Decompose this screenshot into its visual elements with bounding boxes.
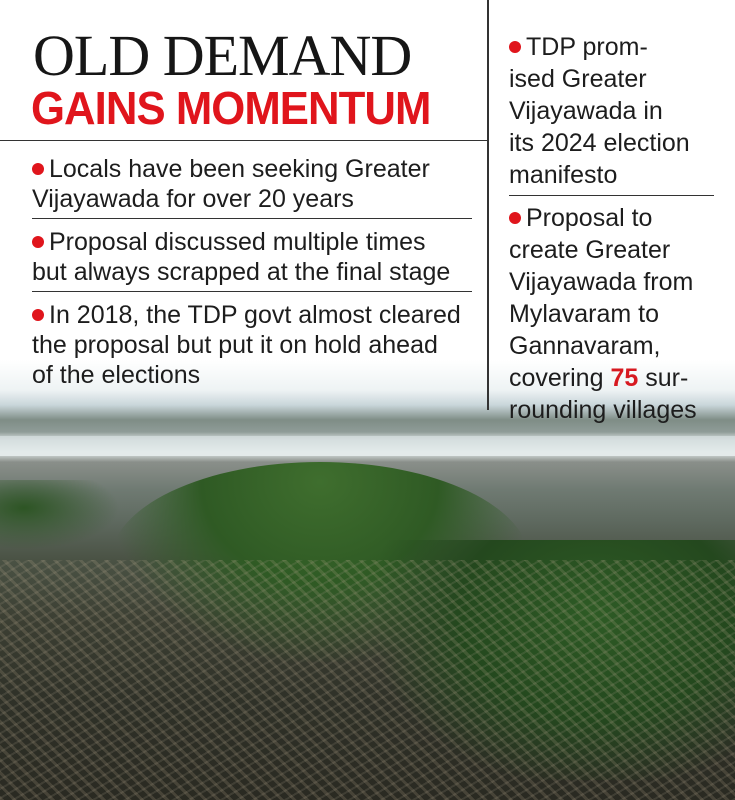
- bullet-dot-icon: [509, 41, 521, 53]
- bullet-dot-icon: [509, 212, 521, 224]
- bullet-text: its 2024 election: [509, 129, 690, 157]
- bullet-item: [509, 29, 714, 196]
- city-buildings: [0, 560, 735, 800]
- bullet-item: [32, 225, 472, 292]
- village-count: 75: [610, 364, 639, 392]
- bullet-item: [509, 200, 714, 430]
- headline-line2: GAINS MOMENTUM: [31, 82, 431, 134]
- right-bullet-list: [509, 29, 714, 430]
- bullet-text: covering: [509, 364, 611, 392]
- bullet-text: sur-: [638, 364, 689, 392]
- bullet-item: [32, 298, 472, 394]
- bullet-dot-icon: [32, 163, 44, 175]
- column-divider: [487, 0, 489, 410]
- bullet-text: In 2018, the TDP govt almost cleared: [49, 301, 461, 329]
- bullet-dot-icon: [32, 309, 44, 321]
- bullet-text: the proposal but put it on hold ahead: [32, 331, 438, 359]
- bullet-text: Vijayawada from: [509, 268, 694, 296]
- bullet-item: [32, 152, 472, 219]
- bullet-text: TDP prom-: [526, 33, 648, 61]
- bullet-text: rounding villages: [509, 396, 697, 424]
- bullet-text: Locals have been seeking Greater: [49, 155, 430, 183]
- hill-left: [0, 480, 120, 550]
- left-bullet-list: [32, 152, 472, 394]
- bullet-text: of the elections: [32, 361, 201, 389]
- bullet-text: manifesto: [509, 161, 618, 189]
- bullet-text: create Greater: [509, 236, 671, 264]
- bullet-text: Gannavaram,: [509, 332, 661, 360]
- bullet-text: Mylavaram to: [509, 300, 660, 328]
- bullet-text: Vijayawada for over 20 years: [32, 185, 354, 213]
- bullet-text: ised Greater: [509, 65, 647, 93]
- bullet-text: Proposal discussed multiple times: [49, 228, 426, 256]
- headline-line1: OLD DEMAND: [33, 23, 412, 88]
- bullet-text: Vijayawada in: [509, 97, 663, 125]
- bullet-dot-icon: [32, 236, 44, 248]
- river: [0, 436, 735, 456]
- bullet-text: Proposal to: [526, 204, 653, 232]
- headline-box: [0, 0, 488, 141]
- bullet-text: but always scrapped at the final stage: [32, 258, 451, 286]
